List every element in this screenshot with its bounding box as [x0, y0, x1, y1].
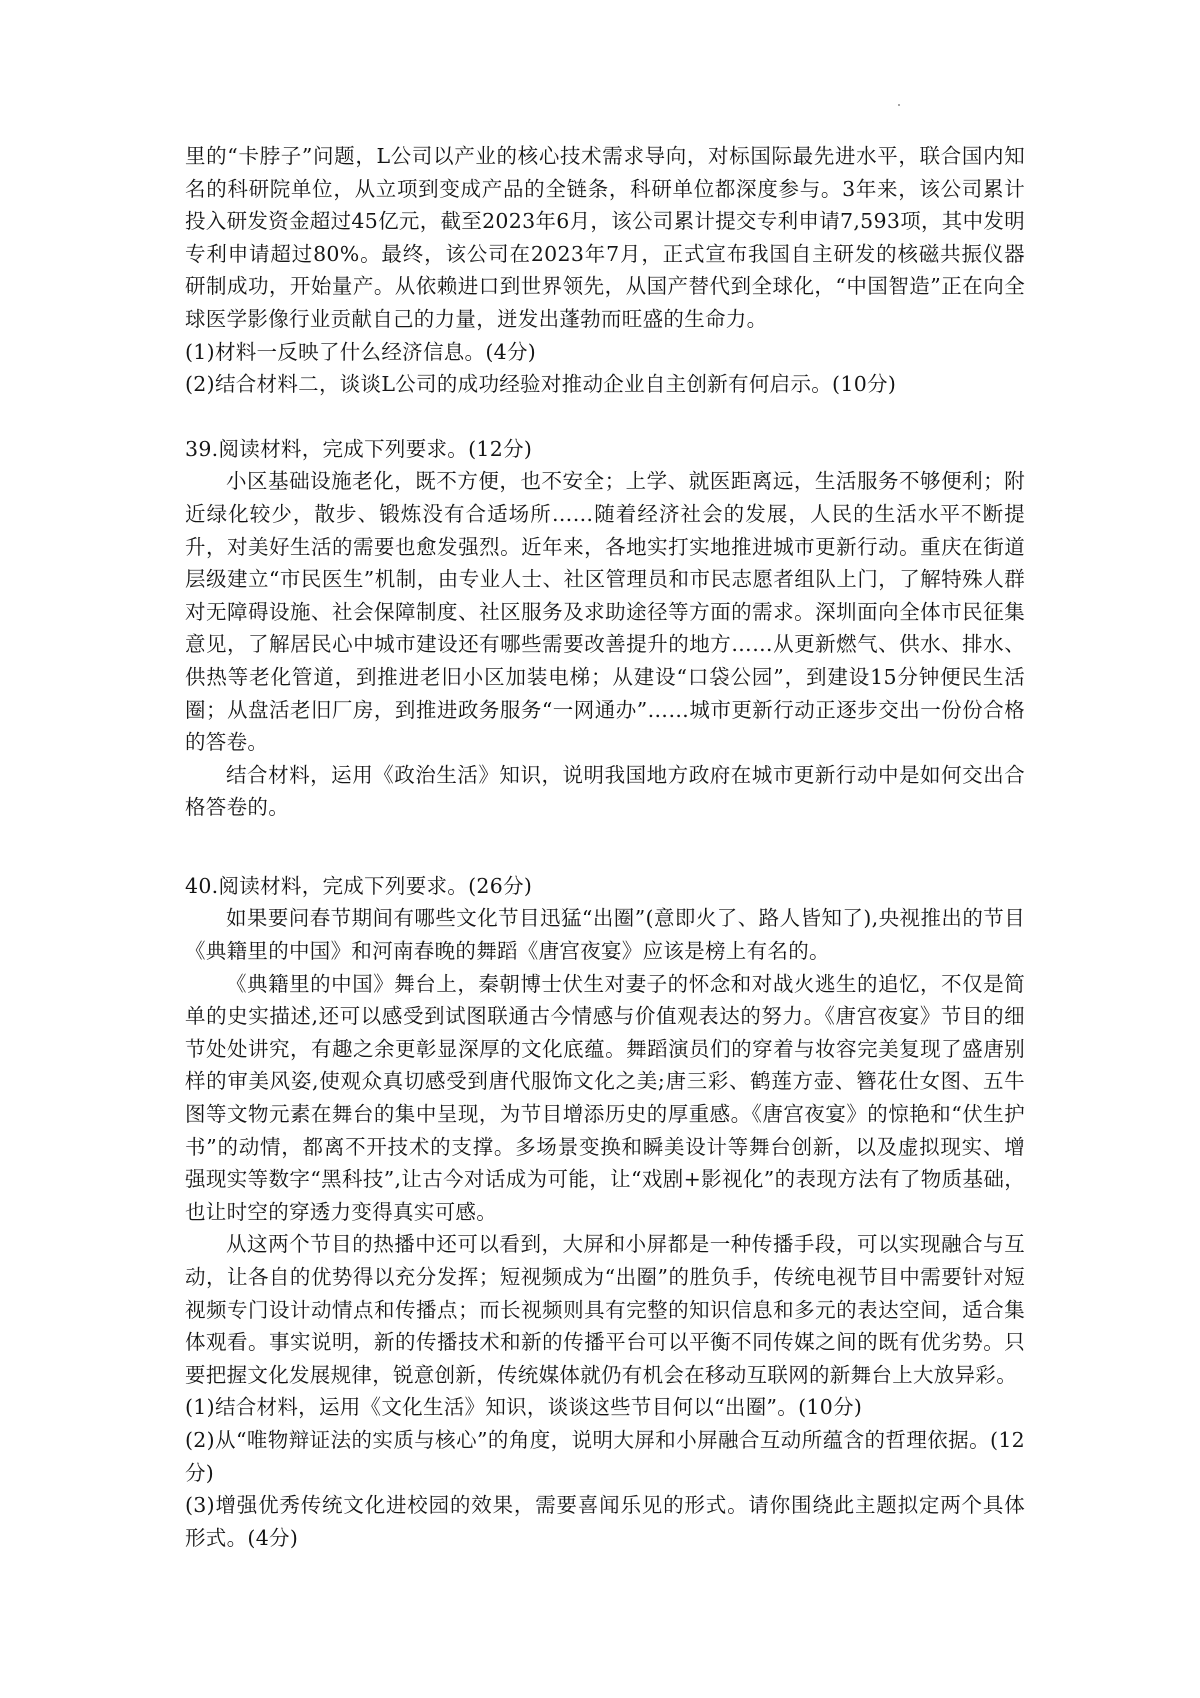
spacer [185, 401, 1025, 433]
q40-subquestion-2: (2)从“唯物辩证法的实质与核心”的角度，说明大屏和小屏融合互动所蕴含的哲理依据。(12分) [185, 1427, 1025, 1485]
scan-speck [898, 104, 900, 106]
q40-title: 40.阅读材料，完成下列要求。(26分) [185, 873, 533, 898]
q40-subquestion-1: (1)结合材料，运用《文化生活》知识，谈谈这些节目何以“出圈”。(10分) [185, 1395, 863, 1420]
q40-paragraph-1: 如果要问春节期间有哪些文化节目迅猛“出圈”(意即火了、路人皆知了),央视推出的节目《典籍里的中国》和河南春晚的舞蹈《唐宫夜宴》应该是榜上有名的。 [185, 906, 1025, 964]
spacer [185, 824, 1025, 870]
q40-paragraph-2: 《典籍里的中国》舞台上，秦朝博士伏生对妻子的怀念和对战火逃生的追忆，不仅是简单的史实描述,还可以感受到试图联通古今情感与价值观表达的努力。《唐宫夜宴》节目的细节处处讲究，有趣之余更彰显深厚的文化底蕴。舞蹈演员们的穿着与妆容完美复现了盛唐别样的审美风姿,使观众真切感受到唐代服饰文化之美;唐三彩、鹤莲方壶、簪花仕女图、五牛图等文物元素在舞台的集中呈现，为节目增添历史的厚重感。《唐宫夜宴》的惊艳和“伏生护书”的动情，都离不开技术的支撑。多场景变换和瞬美设计等舞台创新，以及虚拟现实、增强现实等数字“黑科技”,让古今对话成为可能，让“戏剧+影视化”的表现方法有了物质基础，也让时空的穿透力变得真实可感。 [185, 971, 1025, 1224]
q38-subquestion-2: (2)结合材料二，谈谈L公司的成功经验对推动企业自主创新有何启示。(10分) [185, 372, 897, 397]
exam-page [185, 140, 1025, 1554]
q39-title: 39.阅读材料，完成下列要求。(12分) [185, 436, 533, 461]
q39-material: 小区基础设施老化，既不方便，也不安全；上学、就医距离远，生活服务不够便利；附近绿化较少，散步、锻炼没有合适场所……随着经济社会的发展，人民的生活水平不断提升，对美好生活的需要也愈发强烈。近年来，各地实打实地推进城市更新行动。重庆在街道层级建立“市民医生”机制，由专业人士、社区管理员和市民志愿者组队上门，了解特殊人群对无障碍设施、社会保障制度、社区服务及求助途径等方面的需求。深圳面向全体市民征集意见，了解居民心中城市建设还有哪些需要改善提升的地方……从更新燃气、供水、排水、供热等老化管道，到推进老旧小区加装电梯；从建设“口袋公园”，到建设15分钟便民生活圈；从盘活老旧厂房，到推进政务服务“一网通办”……城市更新行动正逐步交出一份份合格的答卷。 [185, 469, 1025, 755]
question-40 [185, 870, 1025, 1554]
q38-material-paragraph: 里的“卡脖子”问题，L公司以产业的核心技术需求导向，对标国际最先进水平，联合国内知名的科研院单位，从立项到变成产品的全链条，科研单位都深度参与。3年来，该公司累计投入研发资金超过45亿元，截至2023年6月，该公司累计提交专利申请7,593项，其中发明专利申请超过80%。最终，该公司在2023年7月，正式宣布我国自主研发的核磁共振仪器研制成功，开始量产。从依赖进口到世界领先，从国产替代到全球化，“中国智造”正在向全球医学影像行业贡献自己的力量，迸发出蓬勃而旺盛的生命力。 [185, 144, 1025, 331]
q39-question: 结合材料，运用《政治生活》知识，说明我国地方政府在城市更新行动中是如何交出合格答卷的。 [185, 762, 1025, 820]
q40-subquestion-3: (3)增强优秀传统文化进校园的效果，需要喜闻乐见的形式。请你围绕此主题拟定两个具体形式。(4分) [185, 1493, 1025, 1550]
question-39 [185, 433, 1025, 824]
q40-paragraph-3: 从这两个节目的热播中还可以看到，大屏和小屏都是一种传播手段，可以实现融合与互动，让各自的优势得以充分发挥；短视频成为“出圈”的胜负手，传统电视节目中需要针对短视频专门设计动情点和传播点；而长视频则具有完整的知识信息和多元的表达空间，适合集体观看。事实说明，新的传播技术和新的传播平台可以平衡不同传媒之间的既有优劣势。只要把握文化发展规律，锐意创新，传统媒体就仍有机会在移动互联网的新舞台上大放异彩。 [185, 1232, 1025, 1387]
question-38-tail [185, 140, 1025, 401]
q38-subquestion-1: (1)材料一反映了什么经济信息。(4分) [185, 339, 537, 364]
